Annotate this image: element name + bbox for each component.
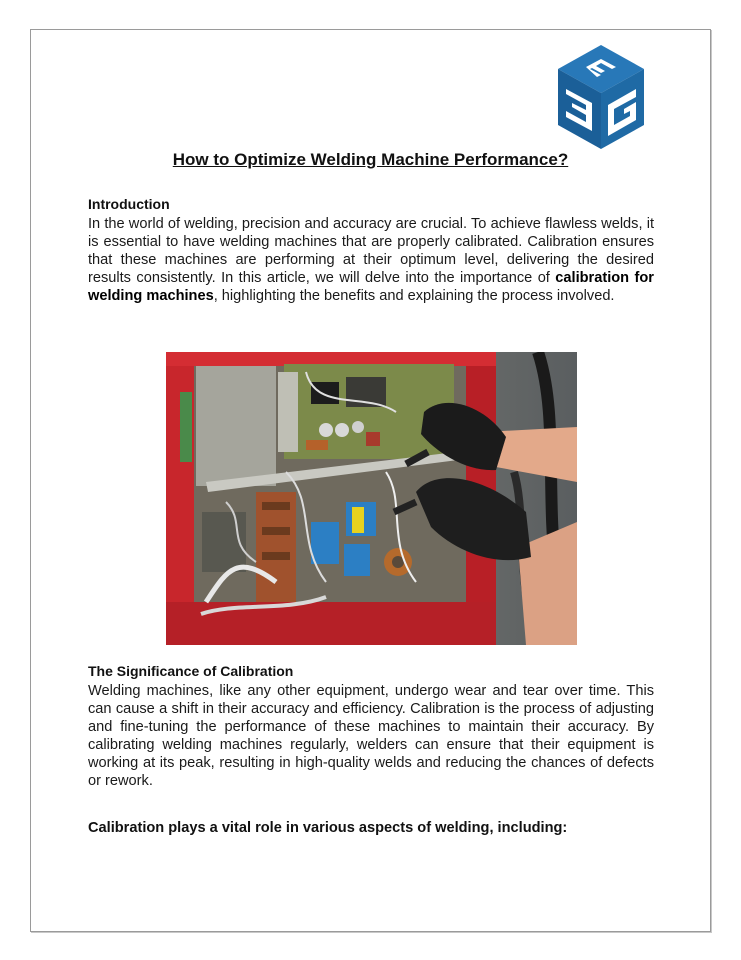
significance-paragraph: Welding machines, like any other equipment, undergo wear and tear over time. This can cause a shift in their accuracy and efficiency. Calibration is the process of adjusting and fine-tuning the performance of these machines to maintain their accuracy. By calibrating welding machines regularly, welders can ensure that their equipment is working at its peak, resulting in high-quality welds and reducing the chances of defects or rework. xyxy=(88,683,654,789)
aspects-line: Calibration plays a vital role in various aspects of welding, including: xyxy=(88,820,568,836)
significance-heading: The Significance of Calibration xyxy=(88,663,294,679)
intro-text-before: In the world of welding, precision and accuracy are crucial. To achieve flawless welds, it is essential to have welding machines that are properly calibrated. Calibration ensures that these machines are performing at their optimum level, delivering the desired results consistently. In this article, we will delve into the importance of xyxy=(88,216,654,286)
intro-paragraph xyxy=(88,215,654,305)
intro-text-after: , highlighting the benefits and explaining the process involved. xyxy=(213,288,615,304)
3eg-logo-icon xyxy=(556,43,646,151)
welding-machine-repair-photo xyxy=(166,352,577,645)
intro-bold-link-text: calibration for welding machines xyxy=(88,270,654,304)
page-title: How to Optimize Welding Machine Performance? xyxy=(172,150,569,169)
intro-heading: Introduction xyxy=(88,196,170,212)
